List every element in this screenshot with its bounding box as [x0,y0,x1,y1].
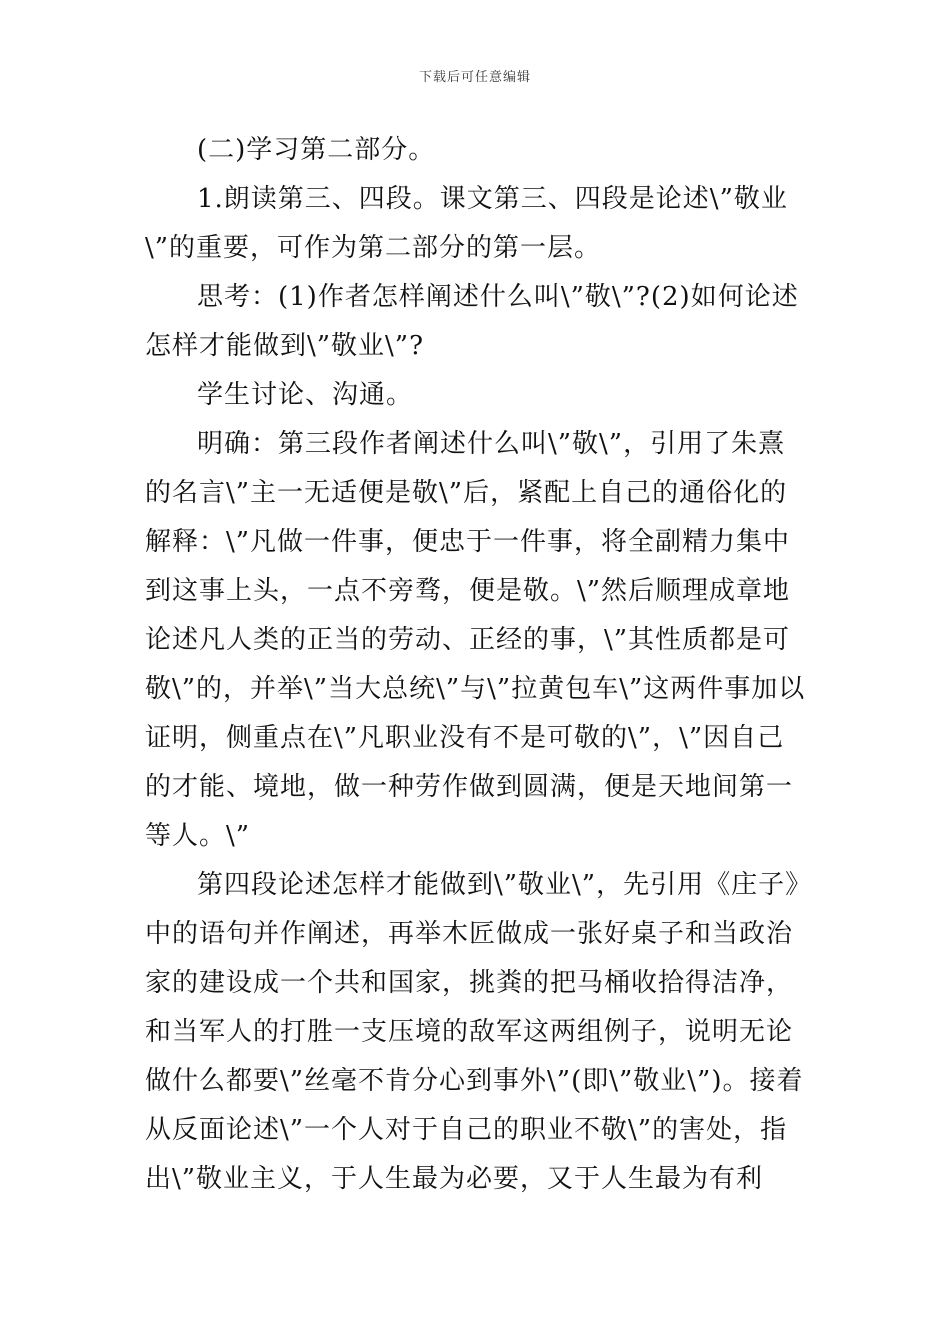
paragraph-clarification: 明确：第三段作者阐述什么叫\”敬\”，引用了朱熹的名言\”主一无适便是敬\”后，紧配上自己的通俗化的解释：\”凡做一件事，便忠于一件事，将全副精力集中到这事上头，一点不旁骛，便是敬。\”然后顺理成章地论述凡人类的正当的劳动、正经的事，\”其性质都是可敬\”的，并举\”当大总统\”与\”拉黄包车\”这两件事加以证明，侧重点在\”凡职业没有不是可敬的\”，\”因自己的才能、境地，做一种劳作做到圆满，便是天地间第一等人。\” [145,429,806,851]
paragraph-questions: 思考：(1)作者怎样阐述什么叫\”敬\”?(2)如何论述怎样才能做到\”敬业\”? [145,282,799,361]
document-body [145,126,810,1204]
paragraph-discussion: 学生讨论、沟通。 [197,380,414,410]
paragraph-reading-task: 1.朗读第三、四段。课文第三、四段是论述\”敬业\”的重要，可作为第二部分的第一层。 [145,184,788,263]
paragraph-fourth-section: 第四段论述怎样才能做到\”敬业\”，先引用《庄子》中的语句并作阐述，再举木匠做成一张好桌子和当政治家的建设成一个共和国家，挑粪的把马桶收拾得洁净，和当军人的打胜一支压境的敌军这两组例子，说明无论做什么都要\”丝毫不肯分心到事外\”(即\”敬业\”)。接着从反面论述\”一个人对于自己的职业不敬\”的害处，指出\”敬业主义，于人生最为必要，又于人生最为有利 [145,870,804,1194]
paragraph-section-heading: (二)学习第二部分。 [197,135,436,165]
header-note: 下载后可任意编辑 [418,70,531,85]
